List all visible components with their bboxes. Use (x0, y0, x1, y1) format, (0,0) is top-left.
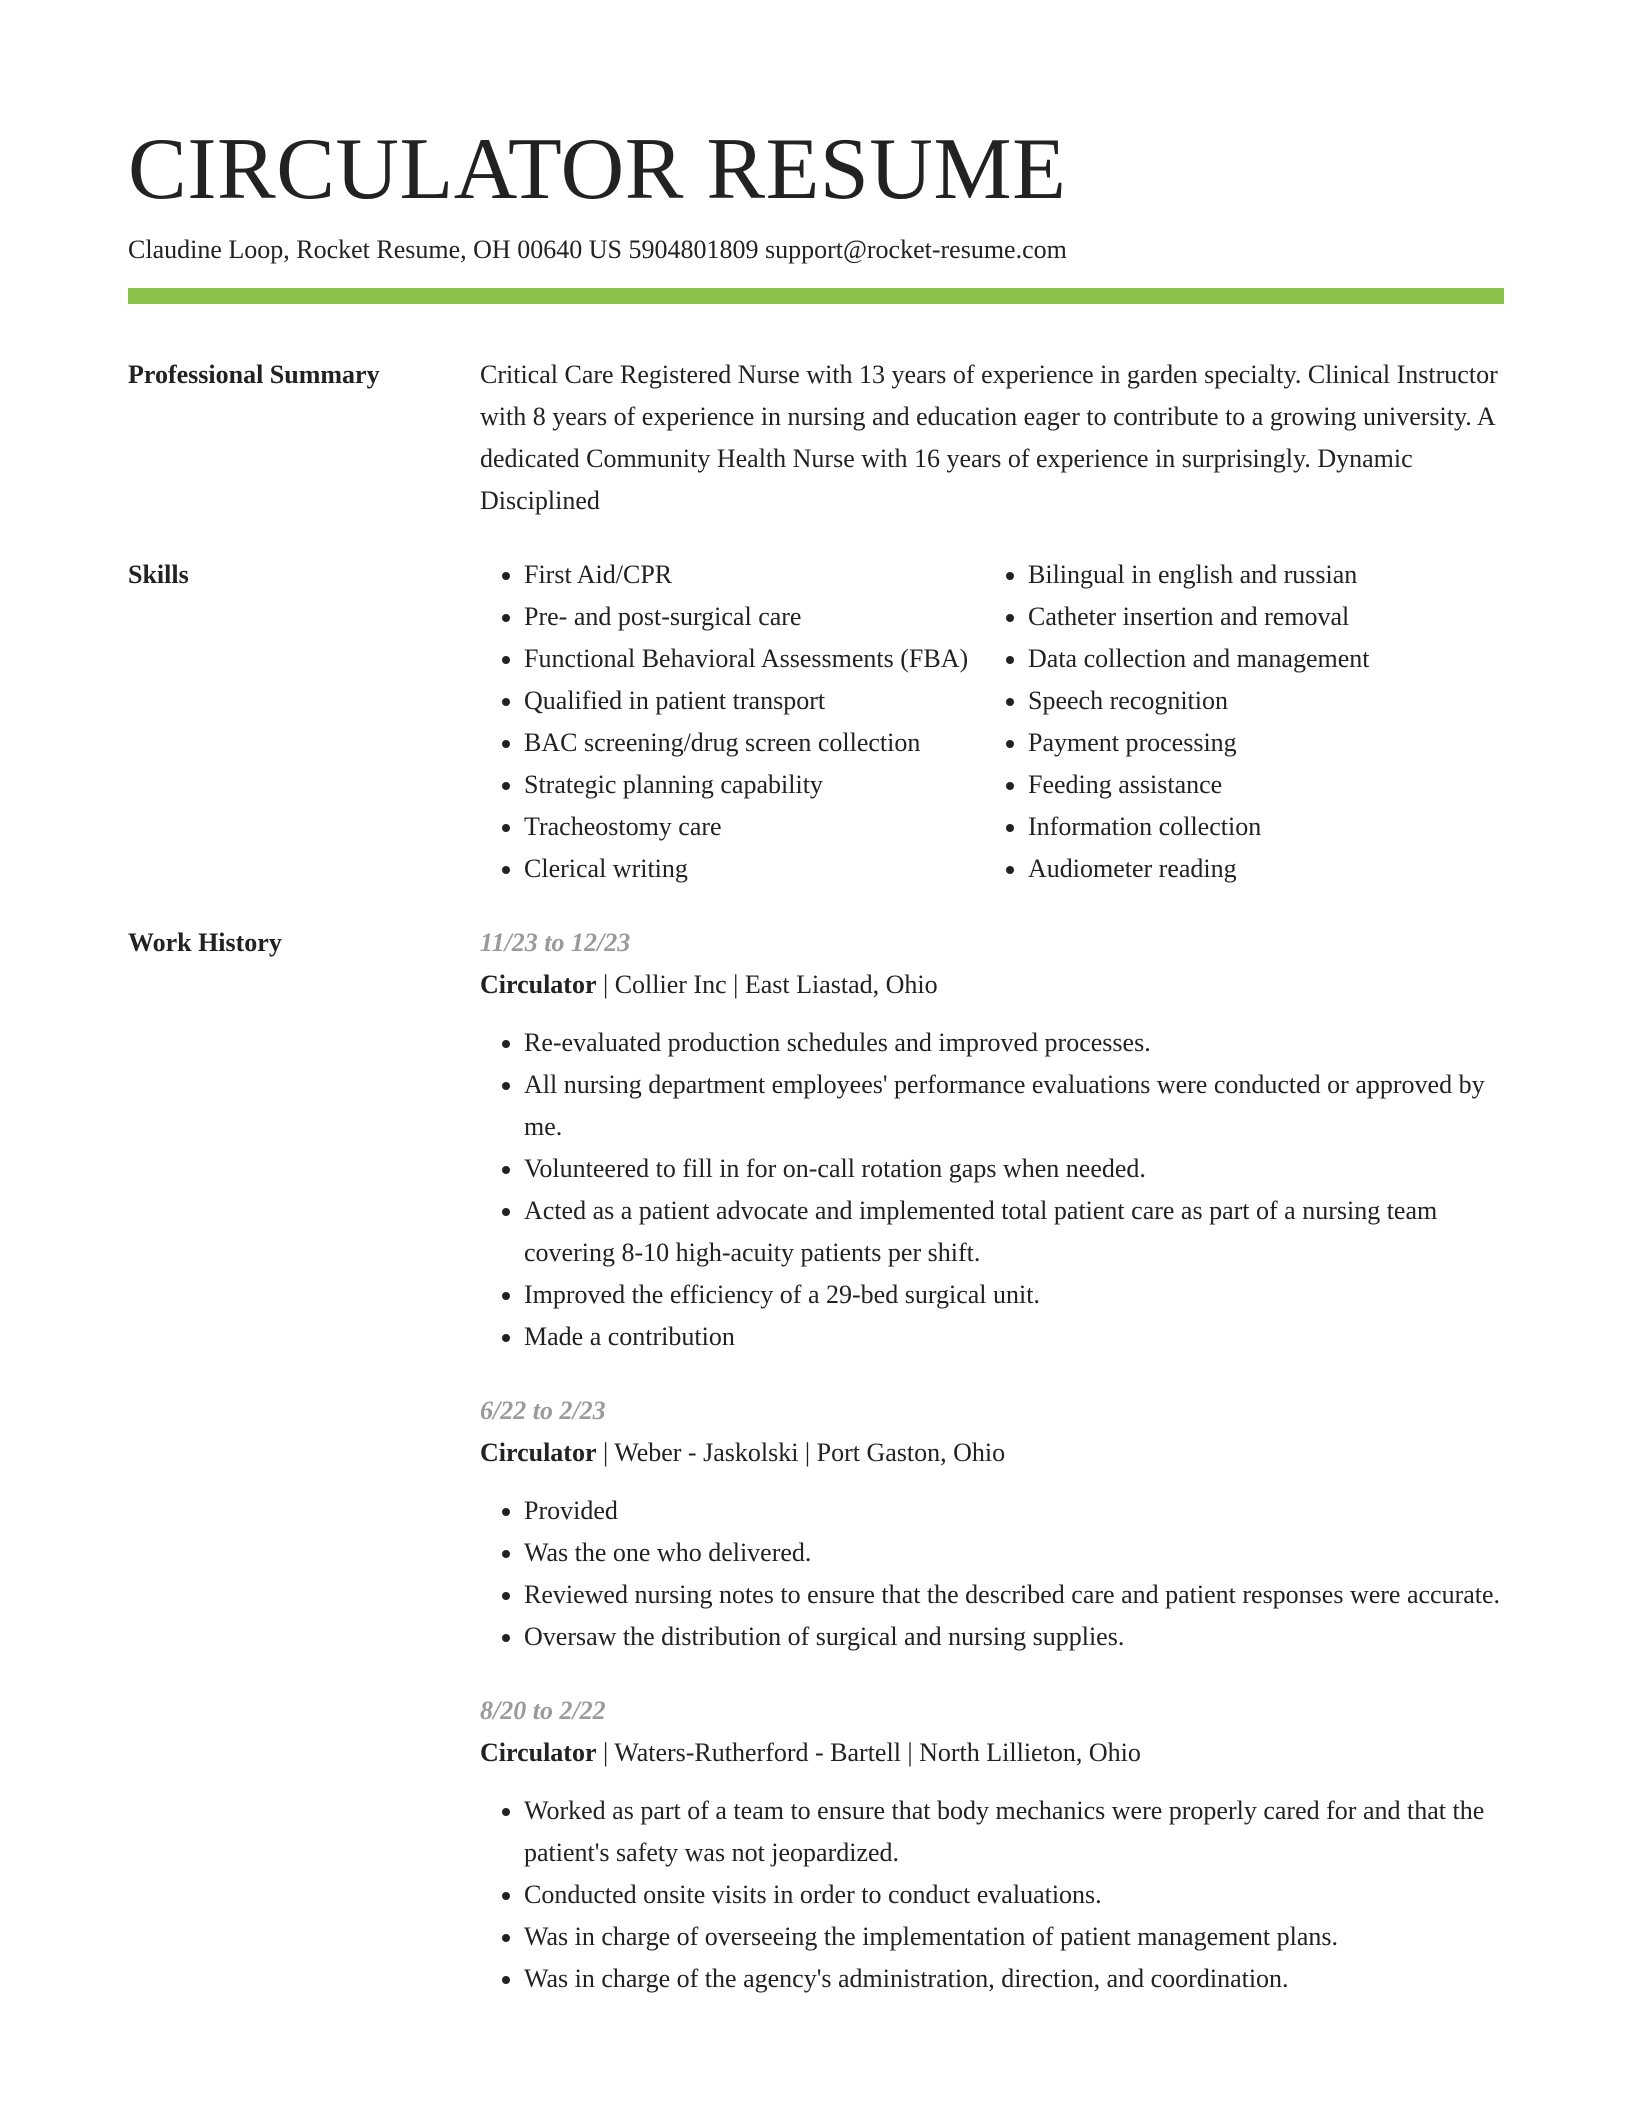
skill-item: • Catheter insertion and removal (1028, 596, 1504, 638)
job-dates: 8/20 to 2/22 (480, 1696, 606, 1725)
job-bullet: • Acted as a patient advocate and implemented total patient care as part of a nursing team covering 8-10 high-acuity patients per shift. (524, 1190, 1504, 1274)
work-history-section (128, 922, 1504, 2000)
skill-item: • Strategic planning capability (524, 764, 984, 806)
job-bullet: • Worked as part of a team to ensure that body mechanics were properly cared for and that the patient's safety was not jeopardized. (524, 1790, 1504, 1874)
contact-line (128, 232, 1504, 268)
contact-phone: 5904801809 (628, 235, 759, 264)
job-title-line (480, 1732, 1504, 1774)
skill-item: • Tracheostomy care (524, 806, 984, 848)
job-entry (480, 1390, 1504, 1658)
skills-column-left (480, 554, 984, 890)
job-bullets (480, 1790, 1504, 2000)
job-bullet: • Provided (524, 1490, 1504, 1532)
job-dates: 6/22 to 2/23 (480, 1396, 606, 1425)
skill-item: • Clerical writing (524, 848, 984, 890)
job-entry (480, 922, 1504, 1358)
job-entry (480, 1690, 1504, 2000)
job-bullets (480, 1022, 1504, 1358)
job-role: Circulator (480, 1438, 597, 1467)
summary-heading: Professional Summary (128, 360, 380, 389)
job-title-line (480, 1432, 1504, 1474)
job-bullet: • Reviewed nursing notes to ensure that the described care and patient responses were accurate. (524, 1574, 1504, 1616)
job-bullet: • Oversaw the distribution of surgical and nursing supplies. (524, 1616, 1504, 1658)
skill-item: • Functional Behavioral Assessments (FBA) (524, 638, 984, 680)
job-company-location: | Waters-Rutherford - Bartell | North Lillieton, Ohio (596, 1738, 1141, 1767)
skill-item: • Payment processing (1028, 722, 1504, 764)
job-title-line (480, 964, 1504, 1006)
skills-heading: Skills (128, 560, 189, 589)
work-history-list (480, 922, 1504, 2000)
skill-item: • First Aid/CPR (524, 554, 984, 596)
summary-text: Critical Care Registered Nurse with 13 years of experience in garden specialty. Clinical Instructor with 8 years of experience in nursing and education eager to contribute to a growing university. A dedicated Community Health Nurse with 16 years of experience in surprisingly. Dynamic Disciplined (480, 360, 1498, 515)
skill-item: • BAC screening/drug screen collection (524, 722, 984, 764)
summary-section (128, 354, 1504, 522)
job-company-location: | Collier Inc | East Liastad, Ohio (596, 970, 938, 999)
skills-column-right (984, 554, 1504, 890)
job-dates: 11/23 to 12/23 (480, 928, 631, 957)
job-bullet: • Was the one who delivered. (524, 1532, 1504, 1574)
skills-list (480, 554, 1504, 890)
job-bullet: • Improved the efficiency of a 29-bed surgical unit. (524, 1274, 1504, 1316)
header-divider (128, 288, 1504, 304)
skill-item: • Data collection and management (1028, 638, 1504, 680)
skill-item: • Information collection (1028, 806, 1504, 848)
skill-item: • Feeding assistance (1028, 764, 1504, 806)
job-company-location: | Weber - Jaskolski | Port Gaston, Ohio (596, 1438, 1006, 1467)
skill-item: • Qualified in patient transport (524, 680, 984, 722)
resume-page (128, 120, 1504, 2000)
work-history-heading: Work History (128, 928, 282, 957)
contact-email: support@rocket-resume.com (764, 235, 1067, 264)
job-bullet: • Was in charge of overseeing the implementation of patient management plans. (524, 1916, 1504, 1958)
job-bullet: • Was in charge of the agency's administration, direction, and coordination. (524, 1958, 1504, 2000)
job-bullet: • Conducted onsite visits in order to conduct evaluations. (524, 1874, 1504, 1916)
skills-section (128, 554, 1504, 890)
skill-item: • Audiometer reading (1028, 848, 1504, 890)
job-role: Circulator (480, 1738, 597, 1767)
skill-item: • Pre- and post-surgical care (524, 596, 984, 638)
resume-title: CIRCULATOR RESUME (128, 121, 1067, 218)
job-role: Circulator (480, 970, 597, 999)
job-bullet: • Made a contribution (524, 1316, 1504, 1358)
skill-item: • Speech recognition (1028, 680, 1504, 722)
contact-name-address: Claudine Loop, Rocket Resume, OH 00640 US (128, 235, 622, 264)
job-bullet: • Volunteered to fill in for on-call rotation gaps when needed. (524, 1148, 1504, 1190)
job-bullet: • All nursing department employees' performance evaluations were conducted or approved by me. (524, 1064, 1504, 1148)
skill-item: • Bilingual in english and russian (1028, 554, 1504, 596)
job-bullets (480, 1490, 1504, 1658)
job-bullet: • Re-evaluated production schedules and improved processes. (524, 1022, 1504, 1064)
